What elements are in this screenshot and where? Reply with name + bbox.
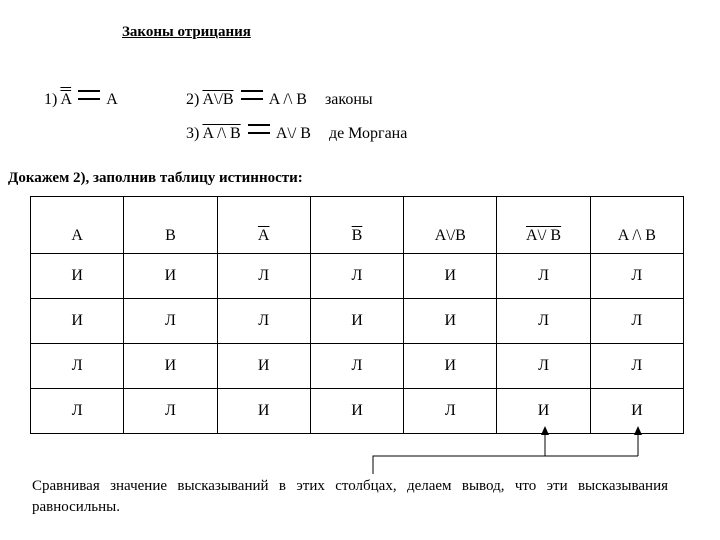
prove-instruction: Докажем 2), заполнив таблицу истинности:: [8, 170, 303, 186]
table-cell: Л: [217, 254, 310, 299]
law-1-lhs: A: [60, 91, 72, 108]
table-cell: Л: [590, 299, 683, 344]
law-3-lhs: A /\ B: [202, 125, 241, 142]
table-cell: И: [217, 389, 310, 434]
table-cell: Л: [124, 299, 217, 344]
table-header-cell: B: [124, 197, 217, 254]
table-cell: И: [217, 344, 310, 389]
table-cell: И: [124, 344, 217, 389]
table-cell: Л: [590, 254, 683, 299]
table-cell: И: [497, 389, 590, 434]
table-cell: Л: [217, 299, 310, 344]
table-header-cell: A\/ B: [497, 197, 590, 254]
arrow-up-icon: [541, 426, 549, 435]
table-cell: Л: [31, 344, 124, 389]
law-2-lhs: A\/B: [202, 91, 234, 108]
table-header-cell: A /\ B: [590, 197, 683, 254]
page-title: Законы отрицания: [122, 24, 251, 40]
law-2-rhs: A /\ B: [268, 91, 307, 108]
table-cell: Л: [124, 389, 217, 434]
table-cell: Л: [590, 344, 683, 389]
law-2-label: законы: [324, 91, 373, 108]
law-3-label: де Моргана: [328, 125, 408, 142]
table-cell: И: [404, 254, 497, 299]
table-header-cell: A\/B: [404, 197, 497, 254]
connector-line: [373, 456, 638, 474]
law-2-number: 2): [186, 91, 200, 108]
table-cell: Л: [497, 344, 590, 389]
table-cell: Л: [31, 389, 124, 434]
table-header-cell: $\overline{B}$: [310, 197, 403, 254]
table-cell: И: [310, 389, 403, 434]
arrow-up-icon: [634, 426, 642, 435]
table-cell: И: [590, 389, 683, 434]
table-cell: Л: [404, 389, 497, 434]
table-cell: Л: [497, 299, 590, 344]
law-1-number: 1): [44, 91, 58, 108]
table-cell: Л: [497, 254, 590, 299]
table-header-cell: $\overline{A}$: [217, 197, 310, 254]
conclusion-text: Сравнивая значение высказываний в этих столбцах, делаем вывод, что эти высказывания равносильны.: [32, 478, 668, 515]
table-cell: И: [404, 344, 497, 389]
table-cell: И: [404, 299, 497, 344]
table-cell: И: [31, 299, 124, 344]
law-1-rhs: A: [106, 91, 118, 108]
table-cell: Л: [310, 254, 403, 299]
table-cell: Л: [310, 344, 403, 389]
table-header-cell: A: [31, 197, 124, 254]
table-cell: И: [31, 254, 124, 299]
table-cell: И: [124, 254, 217, 299]
table-cell: И: [310, 299, 403, 344]
law-3-rhs: A\/ B: [275, 125, 311, 142]
law-3-number: 3): [186, 125, 200, 142]
